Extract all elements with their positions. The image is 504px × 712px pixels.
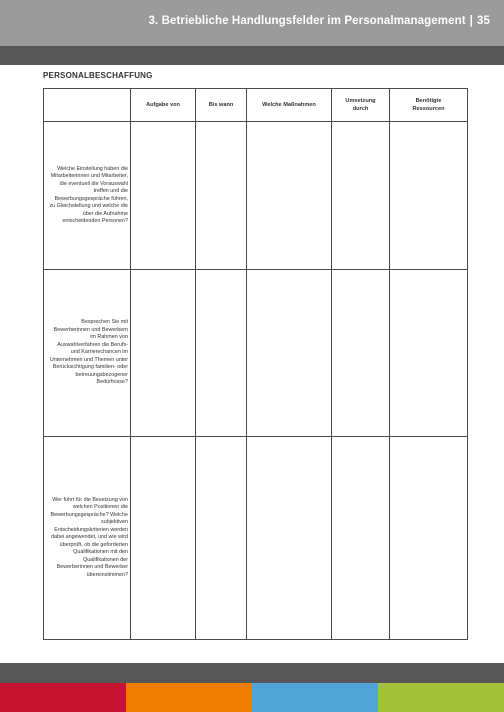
answer-cell-massnahmen[interactable]: [247, 122, 332, 270]
answer-cell-massnahmen[interactable]: [247, 270, 332, 437]
question-cell: [44, 436, 131, 639]
answer-cell-bis-wann[interactable]: [196, 122, 247, 270]
header-cell-umsetzung: Umsetzung durch: [332, 89, 390, 122]
question-text: Wer führt für die Besetzung von welchen Positionen die Bewerbungsgespräche? Welche subjektiven Entscheidungskriterien werden dabei angewendet, und wie wird überprüft, ob die geforderten Qualifikationen mit den Qualifikationen der Bewerberinnen und Bewerber übereinstimmen?: [50, 496, 128, 578]
question-text: Besprechen Sie mit Bewerberinnen und Bewerbern im Rahmen von Auswahlverfahren die Berufs- und Karrierechancen im Unternehmen und Themen unter Berücksichtigung familien- oder betreuungsbezogener Bedürfnisse?: [49, 319, 128, 386]
answer-cell-bis-wann[interactable]: [196, 436, 247, 639]
question-cell: [44, 122, 131, 270]
section-title: PERSONALBESCHAFFUNG: [43, 71, 153, 80]
footer-stripe: [0, 663, 504, 683]
chapter-header: [149, 15, 491, 27]
header-cell-empty: [44, 89, 131, 122]
answer-cell-aufgabe-von[interactable]: [131, 270, 196, 437]
header-cell-aufgabe-von: Aufgabe von: [131, 89, 196, 122]
answer-cell-ressourcen[interactable]: [390, 270, 468, 437]
header-cell-bis-wann: Bis wann: [196, 89, 247, 122]
answer-cell-ressourcen[interactable]: [390, 122, 468, 270]
answer-cell-aufgabe-von[interactable]: [131, 122, 196, 270]
answer-cell-umsetzung[interactable]: [332, 270, 390, 437]
chapter-title: 3. Betriebliche Handlungsfelder im Personalmanagement: [148, 15, 466, 27]
header-stripe: [0, 46, 504, 65]
page-number: 35: [477, 15, 490, 27]
answer-cell-massnahmen[interactable]: [247, 436, 332, 639]
answer-cell-umsetzung[interactable]: [332, 436, 390, 639]
question-text: Welche Einstellung haben die Mitarbeiterinnen und Mitarbeiter, die eventuell die Vorauswahl treffen und die Bewerbungsgespräche führen, zu Gleichstellung und welche die über die Aufnahme entscheidenden Personen?: [49, 165, 128, 225]
table-row: [44, 122, 468, 270]
answer-cell-bis-wann[interactable]: [196, 270, 247, 437]
table-row: [44, 436, 468, 639]
header-separator: |: [469, 15, 473, 27]
answer-cell-aufgabe-von[interactable]: [131, 436, 196, 639]
footer-bar-orange: [126, 683, 252, 712]
answer-cell-ressourcen[interactable]: [390, 436, 468, 639]
planning-table: [43, 88, 468, 640]
question-cell: [44, 270, 131, 437]
footer-bar-red: [0, 683, 126, 712]
header-cell-massnahmen: Welche Maßnahmen: [247, 89, 332, 122]
answer-cell-umsetzung[interactable]: [332, 122, 390, 270]
table-header-row: [44, 89, 468, 122]
footer-bar-green: [378, 683, 504, 712]
header-band: [0, 0, 504, 46]
header-cell-ressourcen: Benötigte Ressourcen: [390, 89, 468, 122]
footer-bar-blue: [252, 683, 378, 712]
table-row: [44, 270, 468, 437]
